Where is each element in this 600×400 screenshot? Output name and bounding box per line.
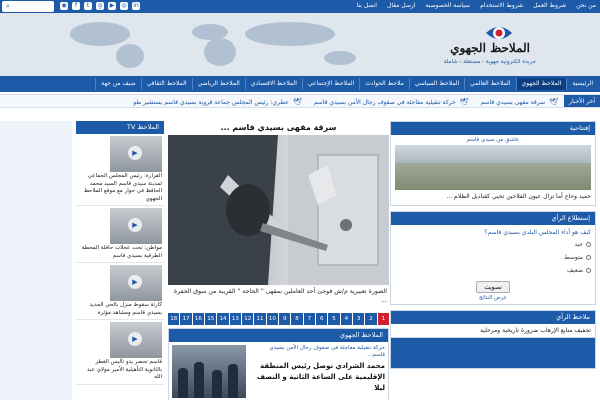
- pager-button[interactable]: 4: [341, 313, 352, 325]
- nav-item-regional[interactable]: الملاحظ الجهوي: [516, 78, 567, 90]
- search-input[interactable]: [2, 1, 54, 12]
- center-column: [168, 121, 389, 400]
- regional-box: [168, 328, 389, 400]
- pager-button[interactable]: 18: [168, 313, 179, 325]
- nav-item-culture[interactable]: الملاحظ الثقافي: [141, 78, 192, 90]
- ticker-item[interactable]: 🕊سرقة مقهى بسيدي قاسم: [480, 98, 558, 106]
- radio-button[interactable]: [586, 255, 591, 260]
- search-icon[interactable]: ⌕: [6, 2, 10, 10]
- pager-button[interactable]: 3: [353, 313, 364, 325]
- vote-button[interactable]: تصويت: [476, 281, 510, 293]
- featured-caption: الصورة تعبيرية م/ش فوجئ أحد العاملين بمقهى " الحاجة " القريبة من سوق الحفرة ...: [173, 288, 387, 304]
- nav-item-home[interactable]: الرئيسية: [566, 78, 598, 90]
- play-icon[interactable]: ▶: [128, 146, 142, 160]
- twitter-icon[interactable]: t: [84, 2, 92, 10]
- instagram-icon[interactable]: ◎: [121, 2, 127, 9]
- nav-item-world[interactable]: الملاحظ العالمي: [464, 78, 515, 90]
- google-plus-icon[interactable]: g: [96, 2, 104, 10]
- tv-item[interactable]: [76, 206, 164, 263]
- poll-option[interactable]: متوسط: [391, 251, 595, 264]
- pager-button[interactable]: 10: [267, 313, 278, 325]
- site-header: [0, 13, 600, 76]
- regional-item-small[interactable]: حركة تنقيلية مفاجئة في صفوف رجال الأمن بسيدي قاسم...: [269, 345, 385, 358]
- site-logo[interactable]: [422, 19, 542, 71]
- ticker-item[interactable]: 🕊عطري: رئيس المجلس جماعة قروية بسيدي قاسم يستشير طو: [133, 98, 302, 106]
- pager-button[interactable]: 8: [291, 313, 302, 325]
- tv-item[interactable]: [76, 263, 164, 320]
- world-map-background: [60, 16, 390, 72]
- featured-image[interactable]: [168, 135, 389, 285]
- pager-button[interactable]: 13: [230, 313, 241, 325]
- editorial-caption[interactable]: حميد وحاج أما تزال عيون الفلاحين تحيي كقناديل الظلام ...: [446, 193, 591, 200]
- play-icon[interactable]: ▶: [128, 275, 142, 289]
- video-thumb[interactable]: [110, 265, 162, 301]
- bird-icon: 🕊: [459, 98, 469, 106]
- left-column: [76, 121, 164, 385]
- poll-question: كيف هو أداء المجلس البلدي بسيدي قاسم؟: [484, 229, 591, 236]
- pager-button[interactable]: 1: [378, 313, 389, 325]
- main-nav: [0, 76, 600, 92]
- poll-option[interactable]: ضعيف: [391, 264, 595, 277]
- radio-button[interactable]: [586, 268, 591, 273]
- regional-title: الملاحظ الجهوي: [169, 329, 388, 342]
- nav-item-social[interactable]: الملاحظ الإجتماعي: [302, 78, 359, 90]
- editorial-title: إفتتاحية: [391, 122, 595, 135]
- nav-item-politics[interactable]: الملاحظ السياسي: [409, 78, 464, 90]
- poll-box: [390, 211, 596, 305]
- site-name: الملاحظ الجهوي: [450, 41, 530, 55]
- youtube-icon[interactable]: ▶: [109, 2, 115, 9]
- pager-button[interactable]: 9: [279, 313, 290, 325]
- pager-button[interactable]: 11: [254, 313, 265, 325]
- pager-button[interactable]: 5: [328, 313, 339, 325]
- regional-item-thumb[interactable]: [172, 345, 246, 398]
- pager-button[interactable]: 6: [316, 313, 327, 325]
- poll-title: إستطلاع الرأي: [391, 212, 595, 225]
- pager-button[interactable]: 7: [304, 313, 315, 325]
- top-link-about[interactable]: من نحن: [576, 2, 596, 9]
- nav-item-economy[interactable]: الملاحظ الاقتصادي: [245, 78, 302, 90]
- featured-pager: [168, 313, 389, 325]
- opinion-box: [390, 310, 596, 369]
- tv-item[interactable]: [76, 320, 164, 385]
- tv-item-caption[interactable]: قاسم تحضر يدو تأليس الغطر بالثانوية التأهيلية الأمير مولاي عبد الله: [87, 359, 162, 380]
- top-links: [357, 2, 596, 9]
- pager-button[interactable]: 15: [205, 313, 216, 325]
- featured-photo-graphic: [168, 135, 389, 285]
- ticker-item[interactable]: 🕊حركة تنقيلية مفاجئة في صفوف رجال الأمن بسيدي قاسم: [313, 98, 469, 106]
- top-link-work-terms[interactable]: شروط العمل: [533, 2, 567, 9]
- top-link-contact[interactable]: اتصل بنا: [356, 2, 377, 9]
- pager-button[interactable]: 12: [242, 313, 253, 325]
- video-thumb[interactable]: [110, 136, 162, 172]
- pager-button[interactable]: 16: [193, 313, 204, 325]
- poll-results-link[interactable]: عرض النتائج: [479, 295, 507, 301]
- editorial-image[interactable]: [395, 145, 591, 190]
- top-link-send-article[interactable]: ارسل مقال: [386, 2, 416, 9]
- play-icon[interactable]: ▶: [128, 218, 142, 232]
- opinion-item[interactable]: تجفيف منابع الإرهاب ضرورة تاريخية ومرحلية: [391, 324, 595, 338]
- facebook-icon[interactable]: f: [72, 2, 80, 10]
- ticker-items: [133, 95, 558, 108]
- nav-item-sports[interactable]: الملاحظ الرياضي: [192, 78, 245, 90]
- opinion-banner: [391, 338, 595, 368]
- tv-item-caption[interactable]: القرارة: رئيس المجلس الجماعي لمدينة سيدي قاسم السيد محمد الحافظ في حوار مع موقع الملاحظ الجهوي: [83, 173, 162, 202]
- bird-icon: 🕊: [292, 98, 302, 106]
- bird-icon: 🕊: [549, 98, 558, 106]
- top-bar: [0, 0, 600, 13]
- ticker-label: آخر الأخبار: [564, 95, 600, 108]
- page-margin: [0, 121, 72, 400]
- tv-item-caption[interactable]: كارثة سقوط منزل بالحي الجديد بسيدي قاسم ومشاهد مؤثرة: [89, 302, 162, 316]
- top-link-privacy[interactable]: سياسة الخصوصية: [425, 2, 471, 9]
- opinion-title: ملاحظ الرأي: [391, 311, 595, 324]
- regional-item[interactable]: [169, 342, 388, 400]
- video-thumb[interactable]: [110, 322, 162, 358]
- pager-button[interactable]: 14: [217, 313, 228, 325]
- tv-title: الملاحظ TV: [76, 121, 164, 134]
- linkedin-icon[interactable]: in: [133, 2, 139, 9]
- regional-item-headline[interactable]: محمد الشرادي نوصل رئيس المنطقة الإقليمية على الساعة الثانية و النصف ليلا: [256, 362, 385, 392]
- video-thumb[interactable]: [110, 208, 162, 244]
- pager-button[interactable]: 2: [365, 313, 376, 325]
- right-column: [390, 121, 596, 374]
- pager-button[interactable]: 17: [180, 313, 191, 325]
- top-link-usage-terms[interactable]: شروط الاستخدام: [480, 2, 524, 9]
- tv-item[interactable]: [76, 134, 164, 206]
- editorial-author[interactable]: عاشق من سيدي قاسم: [466, 137, 520, 143]
- featured-title[interactable]: سرقة مقهى بسيدي قاسم ...: [220, 123, 337, 132]
- poll-option[interactable]: جيد: [391, 238, 595, 251]
- nav-item-guest[interactable]: ضيف من جهة: [95, 78, 140, 90]
- tv-item-caption[interactable]: مواطن: تحت عجلات حافلة المحطة الطرقية بسيدي قاسم: [81, 245, 162, 259]
- rss-icon[interactable]: ◉: [61, 2, 67, 9]
- regional-item-text: [250, 345, 385, 398]
- nav-item-incidents[interactable]: ملاحظ الحوادث: [359, 78, 409, 90]
- editorial-box: [390, 121, 596, 206]
- site-tagline: جريدة الكترونية جهوية - مستقلة - شاملة: [443, 59, 536, 65]
- social-icons: [60, 2, 140, 10]
- news-ticker: [0, 94, 600, 108]
- radio-button[interactable]: [586, 242, 591, 247]
- play-icon[interactable]: ▶: [128, 332, 142, 346]
